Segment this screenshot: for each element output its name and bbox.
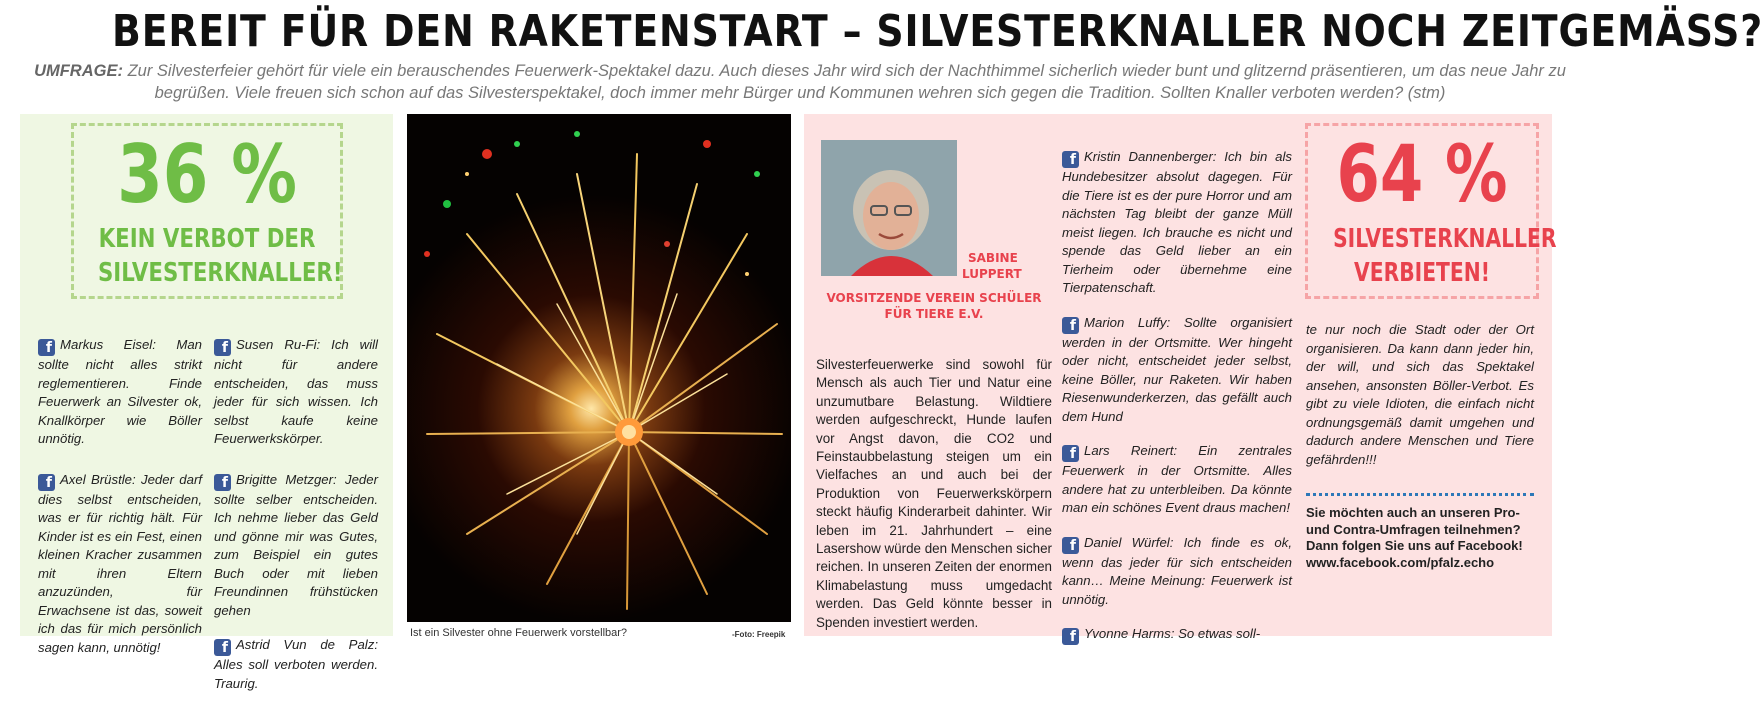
comment: f Astrid Vun de Palz: Alles soll verboten werden. Traurig.	[214, 637, 378, 691]
comment-continued: te nur noch die Stadt oder der Ort organisieren. Da kann dann jeder hin, der will, und sich das Spektakel ansehen, ansonsten Böller-Verbot. Es gibt zu viele Idioten, die einfach nicht ordnungsgemäß damit umgehen und dadurch andere Menschen und Tiere gefährden!!!	[1306, 322, 1534, 467]
comment: f Kristin Dannenberger: Ich bin als Hundebesitzer absolut dagegen. Für die Tiere ist es der pure Horror und am nächsten Tag bleibt der ganze Müll meist liegen. Ich brauche es nicht und spende das Geld lieber an ein Tierheim oder übernehme eine Tierpatenschaft.	[1062, 149, 1292, 295]
comment: f Axel Brüstle: Jeder darf dies selbst entscheiden, was er für richtig hält. Für Kinder ist es ein Fest, einen kleinen Kracher zusammen mit ihren Eltern anzuzünden, für Erwachsene ist das, soweit ich das für mich persönlich sagen kann, unnötig!	[38, 471, 202, 655]
photo-caption: Ist ein Silvester ohne Feuerwerk vorstellbar?	[410, 627, 628, 639]
headline: BEREIT FÜR DEN RAKETENSTART – SILVESTERKNALLER NOCH ZEITGEMÄSS?	[112, 6, 1763, 57]
fireworks-illustration	[407, 114, 791, 622]
intro-body: Zur Silvesterfeier gehört für viele ein berauschendes Feuerwerk-Spektakel dazu. Auch dieses Jahr wird sich der Nachthimmel sicherlich wieder bunt und glitzernd präsentieren, um das neue Jahr zu begrüßen. Viele freuen sich schon auf das Silvesterspektakel, doch immer mehr Bürger und Kommunen wehren sich gegen die Tradition. Sollten Knaller verboten werden? (stm)	[127, 62, 1566, 102]
comment: f Susen Ru-Fi: Ich will nicht für andere entscheiden, das muss jeder für sich wissen. Ich selbst kaufe keine Feuerwerkskörper.	[214, 337, 378, 446]
facebook-icon: f	[38, 474, 55, 491]
avatar	[821, 140, 957, 276]
pro-panel	[20, 114, 393, 691]
contra-comments-col1	[1062, 148, 1292, 661]
contra-comments-col2	[1306, 321, 1534, 485]
comment: f Brigitte Metzger: Jeder sollte selber entscheiden. Ich nehme lieber das Geld und gönne mir was Gutes, zum Beispiel ein gutes Buch oder mit lieben Freundinnen frühstücken gehen	[214, 471, 378, 618]
pro-comments-col1	[38, 336, 202, 673]
facebook-icon: f	[1062, 317, 1079, 334]
facebook-icon: f	[1062, 445, 1079, 462]
comment: f Markus Eisel: Man sollte nicht alles strikt reglementieren. Finde Feuerwerk an Silvester ok, Knallkörper wie Böller unnötig.	[38, 337, 202, 446]
facebook-icon: f	[1062, 537, 1079, 554]
divider	[1306, 493, 1534, 496]
fireworks-photo	[407, 114, 791, 622]
contra-label-line2: VERBIETEN!	[1354, 258, 1490, 288]
facebook-icon: f	[214, 339, 231, 356]
pro-percent: 36 %	[117, 128, 297, 221]
pro-label-line2: SILVESTERKNALLER!	[97, 258, 343, 288]
call-to-action	[1306, 505, 1536, 571]
expert-statement: Silvesterfeuerwerke sind sowohl für Mensch als auch Tier und Natur eine unzumutbare Belastung. Wildtiere werden aufgeschreckt, Hunde laufen vor Angst davon, die CO2 und Feinstaubbelastung steigen um ein Vielfaches an und auch bei der Produktion von Feuerwerkskörpern steckt häufig Kinderarbeit dahinter. Wir leben im 21. Jahrhundert – eine Lasershow würde den Menschen sicher reichen. In unseren Zeiten der enormen Klimabelastung muss umgedacht werden. Das Geld könnte besser in Spenden investiert werden.	[816, 357, 1052, 630]
facebook-icon: f	[38, 339, 55, 356]
photo-credit: -Foto: Freepik	[732, 630, 786, 639]
cta-line1: Sie möchten auch an unseren Pro- und Contra-Umfragen teilnehmen?	[1306, 505, 1521, 537]
pro-result-box	[71, 123, 343, 299]
intro-label: UMFRAGE:	[34, 62, 123, 80]
pro-comments-col2	[214, 336, 378, 709]
facebook-icon: f	[214, 639, 231, 656]
comment: f Daniel Würfel: Ich finde es ok, wenn das jeder für sich entscheiden kann… Meine Meinung: Feuerwerk ist unnötig.	[1062, 534, 1292, 607]
expert-role: VORSITZENDE VEREIN SCHÜLER FÜR TIERE E.V.	[826, 291, 1042, 321]
cta-line2: Dann folgen Sie uns auf Facebook!	[1306, 538, 1523, 553]
facebook-link[interactable]: www.facebook.com/pfalz.echo	[1306, 554, 1495, 570]
facebook-icon: f	[214, 474, 231, 491]
facebook-icon: f	[1062, 628, 1079, 645]
comment: f Marion Luffy: Sollte organisiert werden in der Ortsmitte. Wer hingeht oder nicht, entscheidet jeder selbst, keine Böller, nur Raketen. Wir haben Riesenwunderkerzen, das gefällt auch dem Hund	[1062, 314, 1292, 424]
intro-text	[30, 60, 1570, 104]
comment: f Lars Reinert: Ein zentrales Feuerwerk in der Ortsmitte. Alles andere hat zu unterbleiben. Da könnte man ein schönes Event draus machen!	[1062, 443, 1292, 515]
facebook-icon: f	[1062, 151, 1079, 168]
portrait-illustration	[821, 140, 957, 276]
contra-label-line1: SILVESTERKNALLER	[1333, 224, 1557, 254]
contra-percent: 64 %	[1336, 130, 1508, 220]
expert-name: SABINE LUPPERT	[962, 251, 1022, 281]
contra-result-box	[1305, 123, 1557, 299]
comment: f Yvonne Harms: So etwas soll-	[1062, 625, 1292, 645]
pro-label-line1: KEIN VERBOT DER	[98, 224, 316, 254]
